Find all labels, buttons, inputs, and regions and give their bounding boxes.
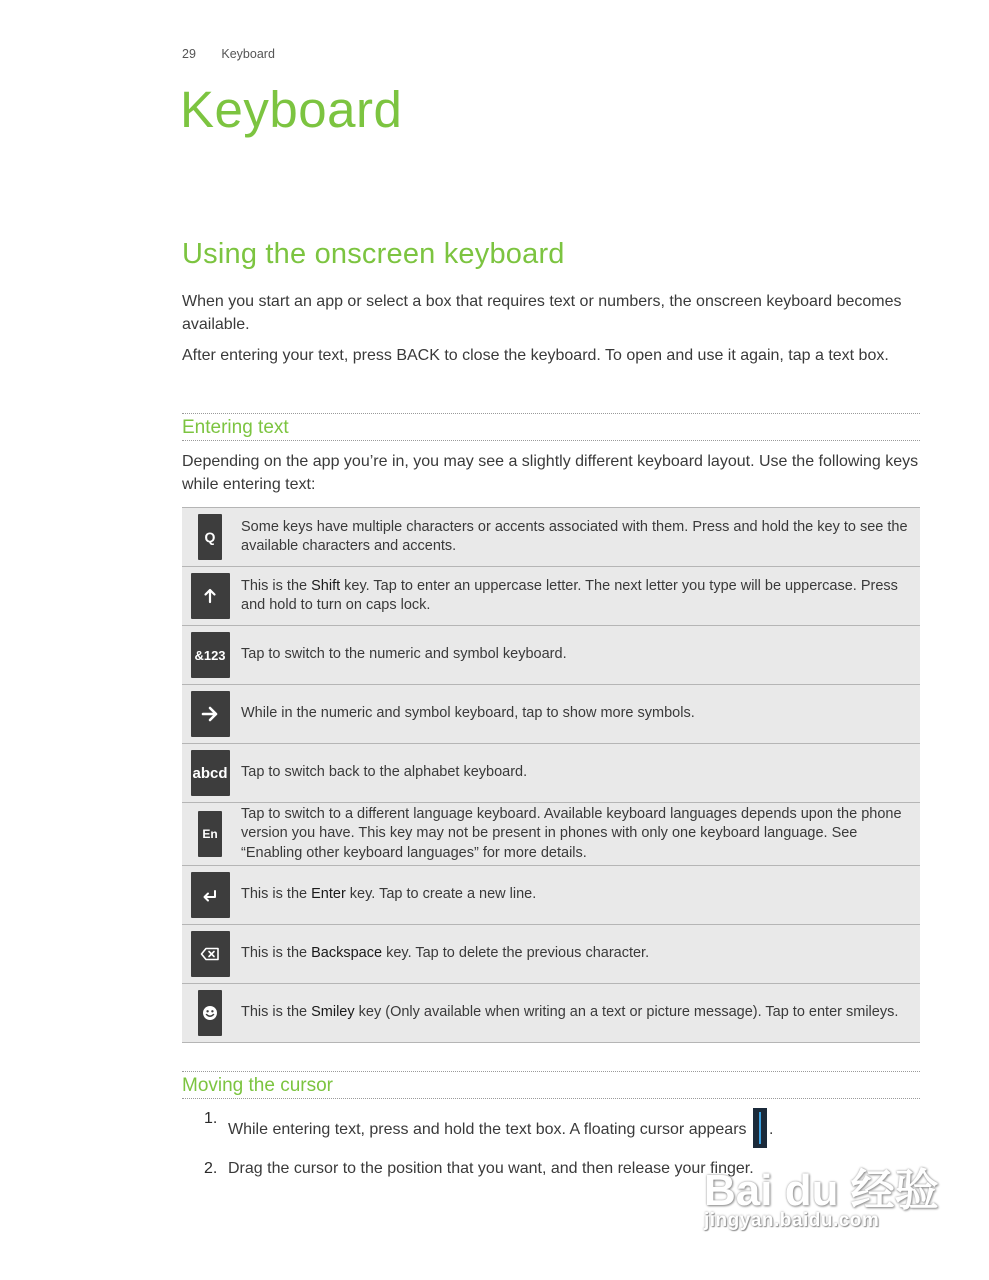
q-key-icon: Q (198, 514, 222, 560)
subheading-label: Moving the cursor (182, 1075, 334, 1096)
table-row (182, 626, 920, 685)
subheading-entering-text (182, 413, 920, 441)
key-description: This is the Smiley key (Only available when writing an a text or picture message). Tap to enter smileys. (241, 1004, 899, 1021)
key-description: While in the numeric and symbol keyboard, tap to show more symbols. (241, 705, 695, 722)
key-description: Some keys have multiple characters or accents associated with them. Press and hold the key to see the available characters and accents. (241, 518, 908, 554)
running-header (182, 47, 275, 61)
key-description: This is the Shift key. Tap to enter an uppercase letter. The next letter you type will be uppercase. Press and hold to turn on caps lock. (241, 577, 898, 613)
key-description: This is the Backspace key. Tap to delete the previous character. (241, 945, 650, 962)
language-key-icon: En (198, 811, 222, 857)
table-row (182, 744, 920, 803)
page-number: 29 (182, 47, 196, 61)
table-row (182, 803, 920, 866)
key-description: Tap to switch to a different language keyboard. Available keyboard languages depends upon the phone version you have. This key may not be present in phones with only one keyboard language. See “Enabling other keyboard languages” for more details. (241, 805, 902, 861)
enter-key-icon (191, 872, 230, 918)
running-chapter-title: Keyboard (221, 47, 275, 61)
chapter-title: Keyboard (180, 81, 403, 138)
table-row (182, 984, 920, 1043)
numeric-key-icon: &123 (191, 632, 230, 678)
table-row (182, 508, 920, 567)
key-description: This is the Enter key. Tap to create a new line. (241, 886, 537, 903)
backspace-key-icon (191, 931, 230, 977)
table-row (182, 567, 920, 626)
key-description: Tap to switch to the numeric and symbol keyboard. (241, 646, 567, 663)
back-key-paragraph: After entering your text, press BACK to close the keyboard. To open and use it again, tap a text box. (182, 347, 889, 364)
table-row (182, 866, 920, 925)
shift-key-icon (191, 573, 230, 619)
section-title: Using the onscreen keyboard (182, 238, 565, 270)
floating-cursor-icon (753, 1108, 767, 1148)
keys-intro-paragraph: Depending on the app you’re in, you may see a slightly different keyboard layout. Use the following keys while entering text: (182, 453, 919, 493)
table-row (182, 925, 920, 984)
watermark-brand: Bai du 经验 (704, 1166, 939, 1215)
subheading-moving-cursor (182, 1071, 920, 1099)
watermark-url: jingyan.baidu.com (704, 1210, 880, 1231)
more-symbols-key-icon (191, 691, 230, 737)
keys-table (182, 507, 920, 1043)
table-row (182, 685, 920, 744)
list-item: 1. While entering text, press and hold the text box. A floating cursor appears . (204, 1108, 920, 1148)
alphabet-key-icon: abcd (191, 750, 230, 796)
smiley-key-icon (198, 990, 222, 1036)
intro-paragraph: When you start an app or select a box that requires text or numbers, the onscreen keyboard becomes available. (182, 293, 902, 333)
key-description: Tap to switch back to the alphabet keyboard. (241, 764, 528, 781)
list-item: 2. Drag the cursor to the position that you want, and then release your finger. (204, 1160, 754, 1177)
baidu-watermark (700, 1150, 940, 1245)
subheading-label: Entering text (182, 417, 289, 438)
